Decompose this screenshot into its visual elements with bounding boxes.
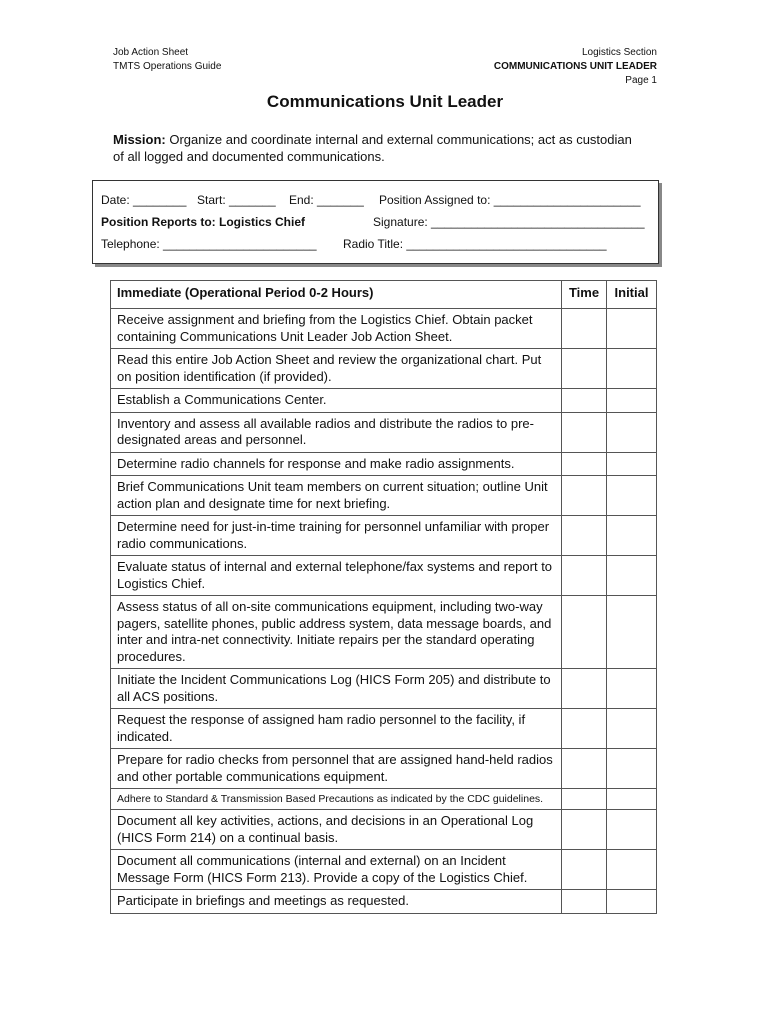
- time-cell[interactable]: [562, 789, 607, 810]
- end-field[interactable]: End: _______: [289, 193, 364, 207]
- table-row: [111, 850, 657, 890]
- initial-cell[interactable]: [606, 389, 656, 413]
- task-description: Document all communications (internal and external) on an Incident Message Form (HICS Form 213). Provide a copy of the Logistics Chief.: [111, 850, 562, 890]
- time-cell[interactable]: [562, 389, 607, 413]
- assignment-info-box: [92, 180, 659, 264]
- guide-name: TMTS Operations Guide: [113, 61, 222, 72]
- initial-cell[interactable]: [606, 309, 656, 349]
- time-cell[interactable]: [562, 709, 607, 749]
- time-cell[interactable]: [562, 749, 607, 789]
- section-name: Logistics Section: [581, 47, 657, 58]
- position-name: COMMUNICATIONS UNIT LEADER: [493, 61, 657, 72]
- task-description: Read this entire Job Action Sheet and review the organizational chart. Put on position identification (if provided).: [111, 349, 562, 389]
- telephone-field[interactable]: Telephone: _______________________: [101, 237, 317, 251]
- time-cell[interactable]: [562, 349, 607, 389]
- initial-cell[interactable]: [606, 452, 656, 476]
- table-row: [111, 890, 657, 914]
- initial-cell[interactable]: [606, 516, 656, 556]
- column-header-initial: Initial: [606, 281, 656, 309]
- initial-cell[interactable]: [606, 709, 656, 749]
- column-header-task: Immediate (Operational Period 0-2 Hours): [111, 281, 562, 309]
- mission-label: Mission:: [113, 132, 166, 147]
- initial-cell[interactable]: [606, 596, 656, 669]
- task-checklist-table: [110, 280, 657, 914]
- reports-to: Position Reports to: Logistics Chief: [101, 215, 306, 229]
- initial-cell[interactable]: [606, 749, 656, 789]
- table-row: [111, 810, 657, 850]
- signature-field[interactable]: Signature: ________________________________: [373, 215, 645, 229]
- table-header-row: [111, 281, 657, 309]
- column-header-time: Time: [562, 281, 607, 309]
- time-cell[interactable]: [562, 476, 607, 516]
- initial-cell[interactable]: [606, 556, 656, 596]
- table-row: [111, 789, 657, 810]
- table-row: [111, 412, 657, 452]
- info-row-3: [101, 237, 607, 251]
- table-row: [111, 516, 657, 556]
- initial-cell[interactable]: [606, 669, 656, 709]
- time-cell[interactable]: [562, 850, 607, 890]
- page-title: Communications Unit Leader: [266, 92, 504, 111]
- mission-statement: [113, 131, 633, 165]
- time-cell[interactable]: [562, 412, 607, 452]
- table-row: [111, 309, 657, 349]
- task-description: Receive assignment and briefing from the Logistics Chief. Obtain packet containing Communications Unit Leader Job Action Sheet.: [111, 309, 562, 349]
- sheet-type: Job Action Sheet: [113, 47, 189, 58]
- mission-text: Organize and coordinate internal and external communications; act as custodian of all logged and documented communications.: [113, 132, 632, 164]
- task-description: Determine radio channels for response and make radio assignments.: [111, 452, 562, 476]
- task-description: Request the response of assigned ham radio personnel to the facility, if indicated.: [111, 709, 562, 749]
- initial-cell[interactable]: [606, 810, 656, 850]
- time-cell[interactable]: [562, 309, 607, 349]
- task-description: Determine need for just-in-time training for personnel unfamiliar with proper radio communications.: [111, 516, 562, 556]
- table-row: [111, 476, 657, 516]
- initial-cell[interactable]: [606, 850, 656, 890]
- task-description: Establish a Communications Center.: [111, 389, 562, 413]
- info-row-1: [101, 193, 641, 207]
- initial-cell[interactable]: [606, 349, 656, 389]
- time-cell[interactable]: [562, 516, 607, 556]
- table-row: [111, 709, 657, 749]
- time-cell[interactable]: [562, 890, 607, 914]
- task-description: Prepare for radio checks from personnel that are assigned hand-held radios and other portable communications equipment.: [111, 749, 562, 789]
- task-description: Evaluate status of internal and external telephone/fax systems and report to Logistics Chief.: [111, 556, 562, 596]
- info-row-2: [101, 215, 645, 229]
- table-row: [111, 669, 657, 709]
- task-description: Inventory and assess all available radios and distribute the radios to pre-designated areas and personnel.: [111, 412, 562, 452]
- time-cell[interactable]: [562, 596, 607, 669]
- table-row: [111, 389, 657, 413]
- position-assigned-field[interactable]: Position Assigned to: ______________________: [379, 193, 641, 207]
- task-description: Assess status of all on-site communications equipment, including two-way pagers, satellite phones, public address system, data message boards, and inter and intra-net connectivity. Initiate repairs per the standard operating procedures.: [111, 596, 562, 669]
- start-field[interactable]: Start: _______: [197, 193, 276, 207]
- date-field[interactable]: Date: ________: [101, 193, 187, 207]
- time-cell[interactable]: [562, 556, 607, 596]
- time-cell[interactable]: [562, 810, 607, 850]
- task-description: Adhere to Standard & Transmission Based Precautions as indicated by the CDC guidelines.: [111, 789, 562, 810]
- initial-cell[interactable]: [606, 412, 656, 452]
- initial-cell[interactable]: [606, 476, 656, 516]
- table-row: [111, 556, 657, 596]
- task-description: Document all key activities, actions, and decisions in an Operational Log (HICS Form 214) on a continual basis.: [111, 810, 562, 850]
- time-cell[interactable]: [562, 452, 607, 476]
- table-row: [111, 749, 657, 789]
- page-number: Page 1: [625, 75, 657, 86]
- radio-title-field[interactable]: Radio Title: ______________________________: [343, 237, 607, 251]
- header-left: [113, 46, 221, 74]
- task-description: Participate in briefings and meetings as requested.: [111, 890, 562, 914]
- task-rows: [111, 309, 657, 914]
- initial-cell[interactable]: [606, 890, 656, 914]
- table-row: [111, 596, 657, 669]
- initial-cell[interactable]: [606, 789, 656, 810]
- header-right: [494, 46, 657, 88]
- task-description: Initiate the Incident Communications Log (HICS Form 205) and distribute to all ACS positions.: [111, 669, 562, 709]
- time-cell[interactable]: [562, 669, 607, 709]
- table-row: [111, 452, 657, 476]
- table-row: [111, 349, 657, 389]
- task-description: Brief Communications Unit team members on current situation; outline Unit action plan and designate time for next briefing.: [111, 476, 562, 516]
